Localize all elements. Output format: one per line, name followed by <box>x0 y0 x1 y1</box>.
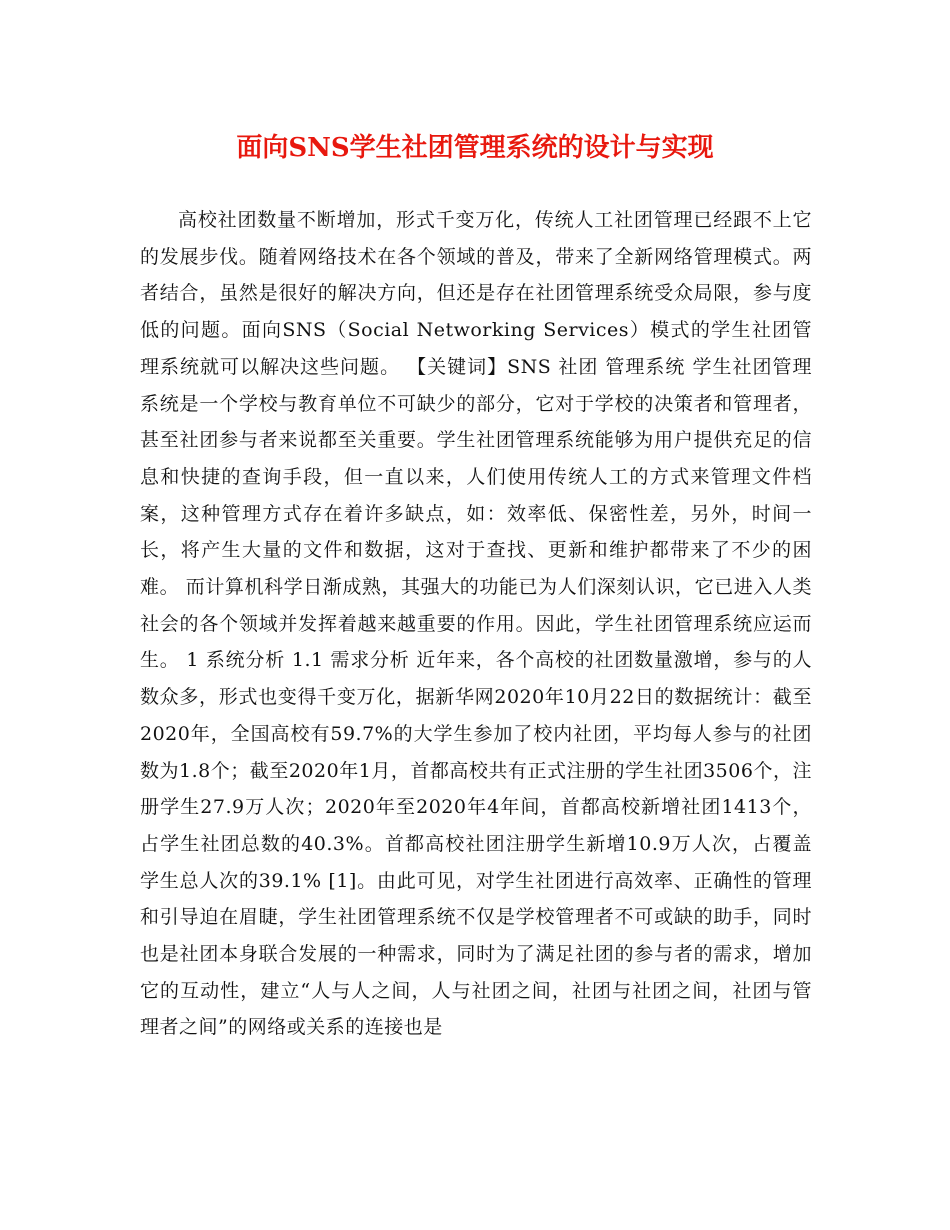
document-body-paragraph: 高校社团数量不断增加，形式千变万化，传统人工社团管理已经跟不上它的发展步伐。随着网络技术在各个领域的普及，带来了全新网络管理模式。两者结合，虽然是很好的解决方向，但还是存在社团管理系统受众局限，参与度低的问题。面向SNS（Social Networking Services）模式的学生社团管理系统就可以解决这些问题。 【关键词】SNS 社团 管理系统 学生社团管理系统是一个学校与教育单位不可缺少的部分，它对于学校的决策者和管理者，甚至社团参与者来说都至关重要。学生社团管理系统能够为用户提供充足的信息和快捷的查询手段，但一直以来，人们使用传统人工的方式来管理文件档案，这种管理方式存在着许多缺点，如：效率低、保密性差，另外，时间一长，将产生大量的文件和数据，这对于查找、更新和维护都带来了不少的困难。 而计算机科学日渐成熟，其强大的功能已为人们深刻认识，它已进入人类社会的各个领域并发挥着越来越重要的作用。因此，学生社团管理系统应运而生。 1 系统分析 1.1 需求分析 近年来，各个高校的社团数量激增，参与的人数众多，形式也变得千变万化，据新华网2020年10月22日的数据统计：截至2020年，全国高校有59.7%的大学生参加了校内社团，平均每人参与的社团数为1.8个；截至2020年1月，首都高校共有正式注册的学生社团3506个，注册学生27.9万人次；2020年至2020年4年间，首都高校新增社团1413个，占学生社团总数的40.3%。首都高校社团注册学生新增10.9万人次，占覆盖学生总人次的39.1% [1]。由此可见，对学生社团进行高效率、正确性的管理和引导迫在眉睫，学生社团管理系统不仅是学校管理者不可或缺的助手，同时也是社团本身联合发展的一种需求，同时为了满足社团的参与者的需求，增加它的互动性，建立“人与人之间，人与社团之间，社团与社团之间，社团与管理者之间”的网络或关系的连接也是 <box>140 209 812 1039</box>
document-title: 面向SNS学生社团管理系统的设计与实现 <box>236 133 714 163</box>
